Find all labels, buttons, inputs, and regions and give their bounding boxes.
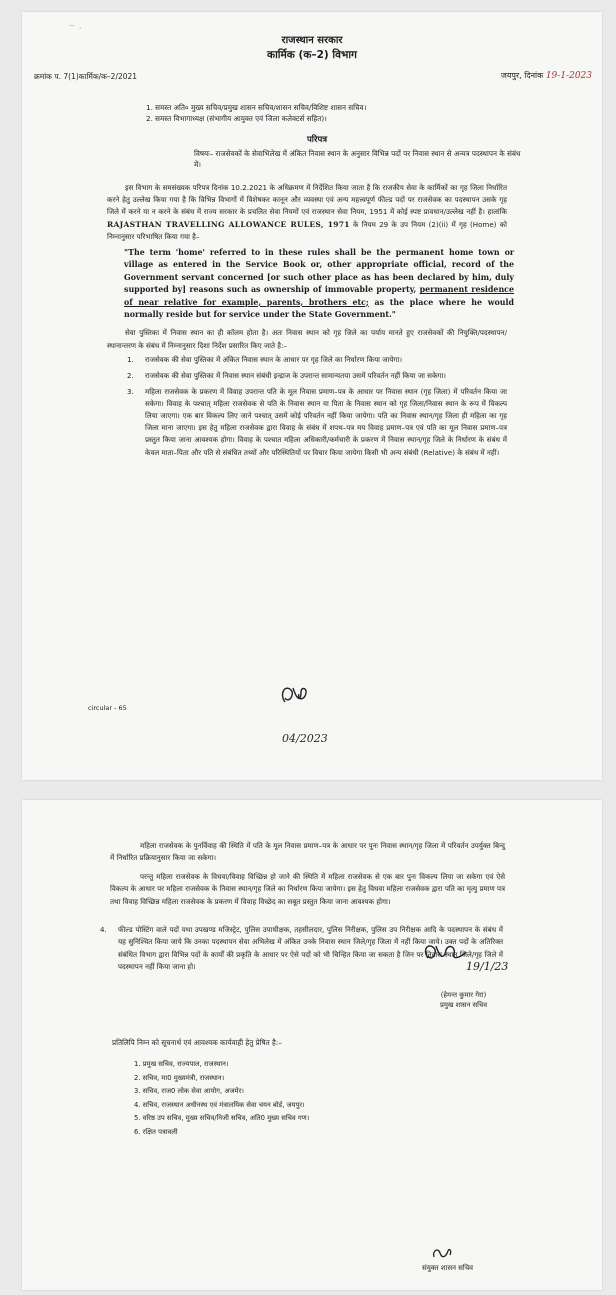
item-number: 3. bbox=[127, 387, 134, 397]
addressee-item: 1. समस्त अति० मुख्य सचिव/प्रमुख शासन सचिव/शासन सचिव/विशिष्ट शासन सचिव। bbox=[146, 103, 367, 112]
copy-to-item: 1. प्रमुख सचिव, राज्यपाल, राजस्थान। bbox=[134, 1060, 229, 1068]
item-number: 1. bbox=[127, 354, 134, 364]
directive-list bbox=[127, 354, 507, 459]
signatory-title: प्रमुख शासन सचिव bbox=[440, 1001, 488, 1009]
item-text: महिला राजसेवक के प्रकरण में विवाह उपरान्त पति के मूल निवास प्रमाण–पत्र के आधार पर निवास स्थान (गृह जिला) में परिवर्तन किया जा सकेगा। विवाह के पश्चात् महिला राजसेवक से पति के निवास स्थान या पिता के निवास स्थान को गृह जिला/निवास स्थान के रूप में विकल्प लिया जाएगा। एक बार विकल्प लिए जाने पश्चात् उसमें कोई परिवर्तन नहीं किया जायेगा। पति का निवास स्थान/गृह जिला ही महिला का गृह जिला माना जाएगा। इस हेतु महिला राजसेवक द्वारा विवाह के संबंध में शपथ–पत्र मय विवाह प्रमाण–पत्र एवं पति का मूल निवास प्रमाण–पत्र प्रस्तुत किया जाना आवश्यक होगा। विवाह के पश्चात महिला अधिकारी/कर्मचारी के प्रकरण में निवास स्थान/गृह जिले के निर्धारण के संबंध में केवल माता–पिता और पति से संबंधित तथ्यों और परिस्थितियों पर विचार किया जायेगा किसी भी अन्य संबंधी (Relative) के संबंध में नहीं। bbox=[145, 387, 507, 457]
signatory-name: (हेमन्त कुमार गेरा) bbox=[440, 991, 487, 999]
item-number: 2. bbox=[127, 370, 134, 380]
copy-to-item: 5. वरिष्ठ उप सचिव, मुख्य सचिव/निजी सचिव, अति0 मुख्य सचिव गण। bbox=[134, 1114, 310, 1122]
signature-icon bbox=[420, 940, 470, 968]
copy-to-item: 2. सचिव, मा0 मुख्यमंत्री, राजस्थान। bbox=[134, 1073, 225, 1082]
paragraph-1 bbox=[107, 182, 507, 243]
quote-part-a: "The term 'home' referred to in these rules shall be the permanent home town or village as entered in the Service Book or, other appropriate official, record of the Government servant concerned [or such other place as has been declared by him, duly supported by] reasons such as ownership of immovable property, bbox=[124, 248, 514, 295]
joint-secretary-title: संयुक्त शासन सचिव bbox=[422, 1264, 474, 1272]
item-text: राजसेवक की सेवा पुस्तिका में अंकित निवास स्थान के आधार पर गृह जिले का निर्धारण किया जायेगा। bbox=[145, 354, 403, 364]
handwritten-date: 19-1-2023 bbox=[545, 71, 592, 81]
quoted-definition bbox=[124, 247, 514, 321]
place-date-label: जयपुर, दिनांक bbox=[500, 71, 544, 80]
item-text: राजसेवक की सेवा पुस्तिका में निवास स्थान संबंधी इन्द्राज के उपरान्त सामान्यतया उसमें परिवर्तन नहीं किया जा सकेगा। bbox=[145, 370, 446, 380]
copy-to-item: 4. सचिव, राजस्थान अधीनस्थ एवं मंत्रालयिक सेवा चयन बोर्ड, जयपुर। bbox=[134, 1100, 305, 1109]
paragraph-2: सेवा पुस्तिका में निवास स्थान का ही कॉलम होता है। अतः निवास स्थान को गृह जिले का पर्याय मानते हुए राजसेवकों की नियुक्ति/पदस्थापन/स्थानान्तरण के संबंध में निम्नानुसार दिशा निर्देश प्रसारित किए जाते है:– bbox=[107, 328, 507, 350]
copy-to-list bbox=[134, 1058, 309, 1139]
addressee-list bbox=[146, 102, 582, 124]
directive-item bbox=[127, 370, 507, 382]
circular-title: परिपत्र bbox=[306, 135, 328, 145]
corner-mark: ~ , bbox=[69, 22, 83, 30]
place-date bbox=[501, 70, 592, 81]
copy-to-item: 3. सचिव, राज0 लोक सेवा आयोग, अजमेर। bbox=[134, 1087, 244, 1095]
quote-underlined: permanent residence of near relative for example, parents, brothers etc; bbox=[124, 285, 515, 307]
government-header: राजस्थान सरकार bbox=[281, 35, 343, 46]
paragraph-1-text: इस विभाग के समसंख्यक परिपत्र दिनांक 10.2.2021 के अधिक्रमण में निर्देशित किया जाता है कि राजकीय सेवा के कार्मिकों का गृह जिला निर्धारित करने हेतु उल्लेख किया गया है कि विभिन्न विभागों में विशेषकर कानून और व्यवस्था एवं अन्य महत्त्वपूर्ण फील्ड पदों पर राजसेवक का पदस्थापन उसके गृह जिले में करने या न करने के संबंध में राज्य सरकार के प्रचलित सेवा नियमों एवं राजस्थान सेवा नियम, 1951 में कोई स्पष्ट प्रावधान/उल्लेख नहीं है। हालांकि bbox=[107, 183, 507, 217]
initials-signature-icon bbox=[275, 680, 315, 714]
signatory-block bbox=[440, 990, 487, 1010]
directive-item bbox=[127, 386, 507, 459]
subject-line: विषयः– राजसेवकों के सेवाभिलेख में अंकित निवास स्थान के अनुसार विभिन्न पदों पर निवास स्थान से अन्यत्र पदस्थापन के संबंध में। bbox=[194, 149, 521, 169]
copy-to-heading: प्रतिलिपि निम्न को सूचनार्थ एवं आवश्यक कार्यवाही हेतु प्रेषित है:– bbox=[112, 1038, 282, 1047]
item-text: फील्ड पोस्टिंग वाले पदों यथा उपखण्ड मजिस्ट्रेट, पुलिस उपाधीक्षक, तहसीलदार, पुलिस निरीक्षक, पुलिस उप निरीक्षक आदि के पदस्थापन के संबंध में यह सुनिश्चित किया जाये कि उनका पदस्थापन सेवा अभिलेख में अंकित उनके निवास स्थान जिले/गृह जिला में नहीं किया जाये। उक्त पदों के अतिरिक्त संबंधित विभाग द्वारा विभिन्न पदों के कार्यों की प्रकृति के आधार पर ऐसे पदों को भी चिन्हित किया जा सकता है जिन पर निवास स्थान जिले/गृह जिले में पदस्थापन नहीं किया जाना हो। bbox=[118, 925, 503, 972]
rule-name: RAJASTHAN TRAVELLING ALLOWANCE RULES, 1971 bbox=[107, 219, 350, 229]
copy-to-item: 6. रक्षित पत्रावली bbox=[134, 1127, 178, 1136]
signature-date: 04/2023 bbox=[282, 732, 328, 745]
document-page-2 bbox=[22, 800, 602, 1290]
item-number: 4. bbox=[100, 925, 107, 935]
widow-paragraph: परन्तु महिला राजसेवक के विधवा/विवाह विच्छिन्न हो जाने की स्थिति में महिला राजसेवक से एक बार पुनः विकल्प लिया जा सकेगा एवं ऐसे विकल्प के आधार पर महिला राजसेवक के निवास स्थान/गृह जिले का निर्धारण किया जायेगा। इस हेतु विधवा महिला राजसेवक द्वारा पति का मृत्यु प्रमाण पत्र तथा विवाह विच्छिन्न महिला राजसेवक के प्रकरण में विवाह विच्छेद का सबूत प्रस्तुत किया जाना आवश्यक होगा। bbox=[110, 871, 505, 906]
initials-icon bbox=[430, 1245, 454, 1263]
reference-number: क्रमांक प. 7(1)कार्मिक/क–2/2021 bbox=[34, 72, 138, 81]
addressee-item: 2. समस्त विभागाध्यक्ष (संभागीय आयुक्त एवं जिला कलेक्टर्स सहित)। bbox=[146, 114, 327, 123]
reference-row bbox=[34, 70, 592, 92]
remarriage-paragraph: महिला राजसेवक के पुनर्विवाह की स्थिति में पति के मूल निवास प्रमाण–पत्र के आधार पर पुनः निवास स्थान/गृह जिला में परिवर्तन उपर्युक्त बिन्दु में निर्धारित प्रक्रियानुसार किया जा सकेगा। bbox=[110, 841, 505, 863]
quote-part-b: as the place where he would normally reside but for service under the State Government." bbox=[124, 297, 515, 320]
document-page-1 bbox=[22, 12, 602, 780]
directive-item bbox=[127, 354, 507, 366]
department-header: कार्मिक (क–2) विभाग bbox=[267, 49, 357, 61]
paragraph-1-tail: के नियम 29 के उप नियम (2)(ii) में गृह (Home) को निम्नानुसार परिभाषित किया गया है– bbox=[107, 219, 507, 241]
circular-number: circular - 65 bbox=[88, 704, 127, 712]
signature-date: 19/1/23 bbox=[466, 960, 509, 973]
